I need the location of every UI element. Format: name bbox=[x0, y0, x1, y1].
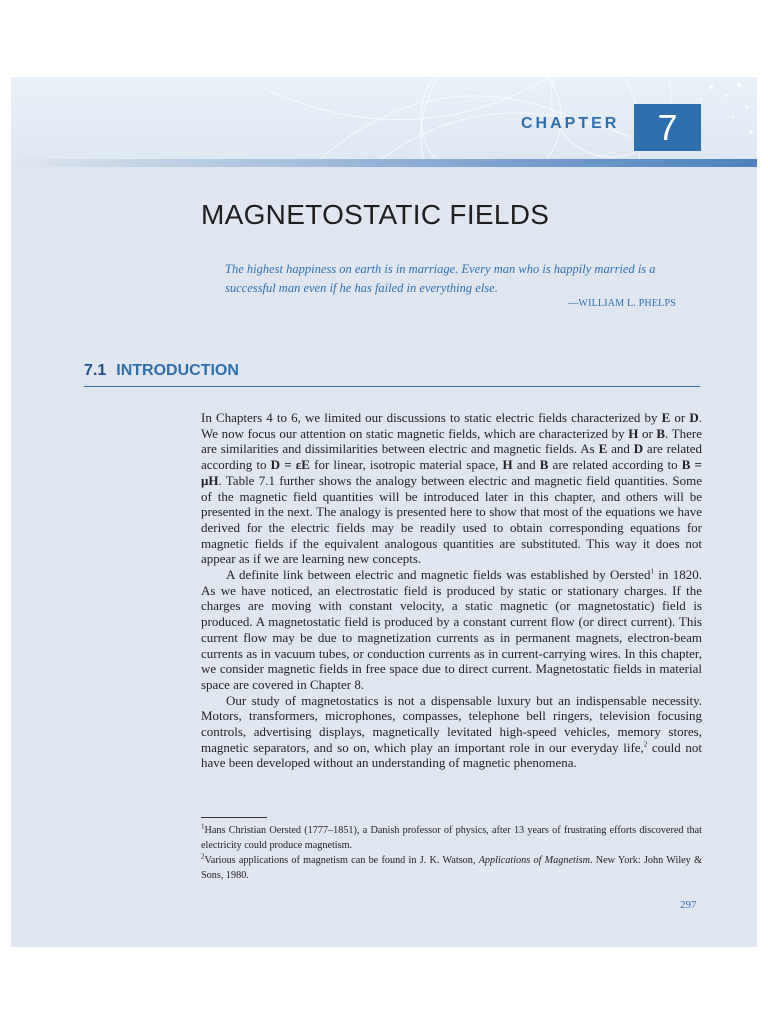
text-run: . There are similarities and dissimilarities between electric and magnetic fields. As bbox=[201, 425, 702, 457]
banner-gradient-line bbox=[11, 159, 757, 167]
paragraph-2 bbox=[201, 567, 702, 693]
symbol-E: E bbox=[661, 410, 671, 425]
text-run: . We now focus our attention on static magnetic fields, which are characterized by bbox=[201, 410, 702, 441]
symbol-B: B bbox=[539, 457, 549, 473]
footnote-ref-1: 1 bbox=[650, 567, 654, 576]
footnote-text: Hans Christian Oersted (1777–1851), a Danish professor of physics, after 13 years of frustrating efforts discovered that electricity could produce magnetism. bbox=[201, 825, 702, 851]
epigraph-line-2: successful man even if he has failed in everything else. bbox=[225, 281, 498, 295]
text-run: In Chapters 4 to 6, we limited our discussions to static electric fields characterized by bbox=[201, 410, 662, 425]
equation-b-mu-h: B = μH bbox=[201, 457, 702, 488]
footnote-ref-2: 2 bbox=[643, 740, 648, 749]
footnote-marker: 2 bbox=[201, 852, 205, 861]
text-run: A definite link between electric and magnetic fields was established by Oersted bbox=[226, 567, 651, 583]
text-run: for linear, isotropic material space, bbox=[309, 457, 503, 473]
text-run: or bbox=[638, 425, 657, 441]
section-heading bbox=[84, 362, 239, 380]
paragraph-1 bbox=[201, 410, 702, 567]
symbol-B: B bbox=[656, 425, 666, 441]
equation-d-eps-e: D = εE bbox=[270, 457, 310, 473]
book-page bbox=[11, 77, 757, 947]
text-run: or bbox=[670, 410, 690, 425]
epigraph-attribution: —WILLIAM L. PHELPS bbox=[568, 298, 676, 309]
paragraph-3 bbox=[201, 693, 702, 772]
text-run: are related according to bbox=[201, 441, 703, 473]
footnote-2 bbox=[201, 853, 702, 883]
chapter-number: 7 bbox=[634, 104, 701, 151]
chapter-label: CHAPTER bbox=[521, 115, 620, 132]
text-run: and bbox=[607, 441, 634, 457]
symbol-D: D bbox=[633, 441, 644, 457]
text-run: in 1820. As we have noticed, an electrostatic field is produced by static or stationary charges. If the charges are moving with constant velocity, a static magnetic (or magnetostatic) field is produced. A magnetostatic field is produced by a constant current flow (or direct current). This current flow may be due to magnetization currents as in permanent magnets, electron-beam currents as in vacuum tubes, or conduction currents as in current-carrying wires. In this chapter, we consider magnetic fields in free space due to direct current. Magnetostatic fields in material space are covered in Chapter 8. bbox=[201, 567, 702, 692]
epigraph-line-1: The highest happiness on earth is in marriage. Every man who is happily married is a bbox=[225, 262, 656, 276]
body-text bbox=[201, 410, 702, 771]
text-run: and bbox=[512, 457, 540, 473]
footnote-1 bbox=[201, 823, 702, 853]
symbol-D: D bbox=[689, 410, 699, 425]
footnote-marker: 1 bbox=[201, 822, 205, 831]
section-rule bbox=[84, 386, 700, 387]
symbol-E: E bbox=[598, 441, 608, 457]
section-number: 7.1 bbox=[84, 362, 107, 379]
footnote-text: . New York: John Wiley & Sons, 1980. bbox=[201, 855, 702, 881]
symbol-H: H bbox=[628, 425, 639, 441]
footnotes bbox=[201, 823, 702, 883]
page-number: 297 bbox=[680, 899, 697, 911]
epigraph-quote bbox=[225, 260, 685, 298]
text-run: Our study of magnetostatics is not a dispensable luxury but an indispensable necessity. Motors, transformers, microphones, compasses, telephone bell ringers, television focusing controls, advertising displays, magnetically levitated high-speed vehicles, memory stores, magnetic separators, and so on, which play an important role in our everyday life, bbox=[201, 692, 702, 755]
text-run: could not have been developed without an understanding of magnetic phenomena. bbox=[201, 739, 702, 771]
text-run: . Table 7.1 further shows the analogy between electric and magnetic field quantities. Some of the magnetic field quantities will be introduced later in this chapter, and others will be presented in the next. The analogy is presented here to show that most of the equations we have derived for the electric fields may be readily used to obtain corresponding equations for magnetic fields if the equivalent analogous quantities are substituted. This way it does not appear as if we are learning new concepts. bbox=[201, 472, 702, 567]
section-title: INTRODUCTION bbox=[116, 362, 239, 379]
book-title: Applications of Magnetism bbox=[478, 855, 590, 866]
footnote-text: Various applications of magnetism can be found in J. K. Watson, bbox=[204, 855, 479, 866]
chapter-title: MAGNETOSTATIC FIELDS bbox=[201, 199, 550, 230]
footnote-rule bbox=[201, 817, 267, 818]
chapter-banner bbox=[11, 77, 757, 167]
text-run: are related according to bbox=[548, 457, 682, 473]
symbol-H: H bbox=[502, 457, 513, 473]
